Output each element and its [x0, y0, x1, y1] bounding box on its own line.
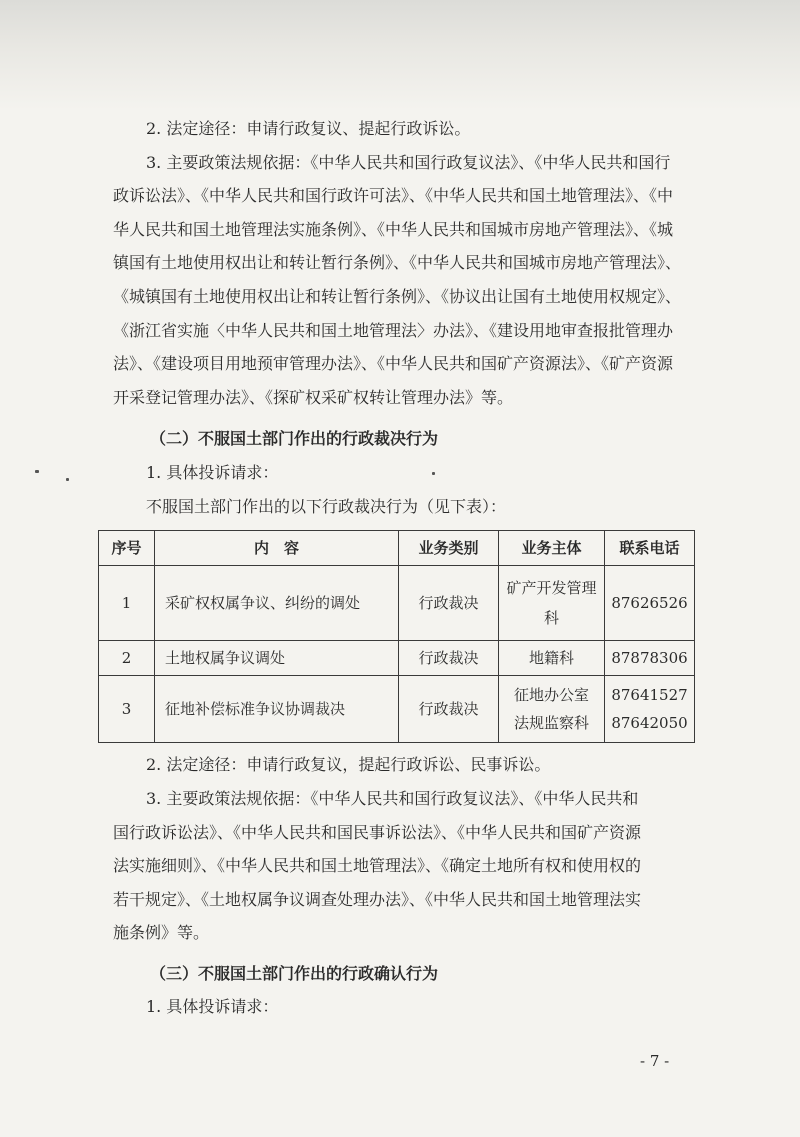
paragraph-basis2-line-1: 3. 主要政策法规依据：《中华人民共和国行政复议法》、《中华人民共和 [146, 789, 639, 808]
scan-shadow [0, 0, 800, 110]
paragraph-legal-route: 2. 法定途径：申请行政复议、提起行政诉讼。 [146, 119, 471, 138]
scan-speck [66, 478, 69, 481]
section-heading-2: （二）不服国土部门作出的行政裁决行为 [150, 429, 439, 448]
paragraph-basis2-line-4: 若干规定》、《土地权属争议调查处理办法》、《中华人民共和国土地管理法实 [113, 890, 642, 909]
adjudication-table [98, 530, 695, 743]
paragraph-basis-line-4: 镇国有土地使用权出让和转让暂行条例》、《中华人民共和国城市房地产管理法》、 [113, 253, 682, 272]
table-row [99, 676, 695, 743]
cell-subject-line: 法规监察科 [513, 714, 589, 732]
paragraph-table-intro: 不服国土部门作出的以下行政裁决行为（见下表）： [146, 497, 507, 516]
paragraph-basis2-line-5: 施条例》等。 [113, 923, 210, 942]
paragraph-basis-line-7: 法》、《建设项目用地预审管理办法》、《中华人民共和国矿产资源法》、《矿产资源 [113, 354, 674, 373]
paragraph-request: 1. 具体投诉请求： [146, 463, 279, 482]
paragraph-request-3: 1. 具体投诉请求： [146, 997, 279, 1016]
cell-subject: 矿产开发管理科 [499, 566, 605, 641]
cell-content: 采矿权权属争议、纠纷的调处 [155, 566, 399, 641]
cell-phone: 87626526 [605, 566, 695, 641]
scan-speck [432, 472, 435, 475]
cell-phone-line: 87641527 [611, 686, 688, 704]
paragraph-basis-line-2: 政诉讼法》、《中华人民共和国行政许可法》、《中华人民共和国土地管理法》、《中 [113, 186, 674, 205]
table-row [99, 641, 695, 676]
header-phone: 联系电话 [605, 531, 695, 566]
cell-subject [499, 676, 605, 743]
cell-phone-line: 87642050 [611, 714, 688, 732]
table-row [99, 566, 695, 641]
cell-subject-line: 征地办公室 [513, 686, 589, 704]
cell-category: 行政裁决 [399, 566, 499, 641]
section-heading-3: （三）不服国土部门作出的行政确认行为 [150, 964, 439, 983]
cell-phone: 87878306 [605, 641, 695, 676]
cell-phone [605, 676, 695, 743]
paragraph-basis-line-5: 《城镇国有土地使用权出让和转让暂行条例》、《协议出让国有土地使用权规定》、 [113, 287, 682, 306]
cell-no: 1 [99, 566, 155, 641]
paragraph-legal-route-2: 2. 法定途径：申请行政复议，提起行政诉讼、民事诉讼。 [146, 755, 551, 774]
cell-no: 2 [99, 641, 155, 676]
cell-subject: 地籍科 [499, 641, 605, 676]
table-header-row [99, 531, 695, 566]
paragraph-basis-line-6: 《浙江省实施〈中华人民共和国土地管理法〉办法》、《建设用地审查报批管理办 [113, 321, 674, 340]
header-category: 业务类别 [399, 531, 499, 566]
paragraph-basis2-line-3: 法实施细则》、《中华人民共和国土地管理法》、《确定土地所有权和使用权的 [113, 856, 642, 875]
cell-content: 土地权属争议调处 [155, 641, 399, 676]
cell-category: 行政裁决 [399, 641, 499, 676]
cell-no: 3 [99, 676, 155, 743]
header-no: 序号 [99, 531, 155, 566]
page-number: - 7 - [640, 1052, 670, 1070]
paragraph-basis-line-8: 开采登记管理办法》、《探矿权采矿权转让管理办法》等。 [113, 388, 514, 407]
scan-speck [35, 470, 39, 473]
header-content: 内 容 [155, 531, 399, 566]
header-subject: 业务主体 [499, 531, 605, 566]
cell-content: 征地补偿标准争议协调裁决 [155, 676, 399, 743]
paragraph-basis-line-1: 3. 主要政策法规依据：《中华人民共和国行政复议法》、《中华人民共和国行 [146, 153, 671, 172]
cell-category: 行政裁决 [399, 676, 499, 743]
paragraph-basis-line-3: 华人民共和国土地管理法实施条例》、《中华人民共和国城市房地产管理法》、《城 [113, 220, 674, 239]
paragraph-basis2-line-2: 国行政诉讼法》、《中华人民共和国民事诉讼法》、《中华人民共和国矿产资源 [113, 823, 642, 842]
